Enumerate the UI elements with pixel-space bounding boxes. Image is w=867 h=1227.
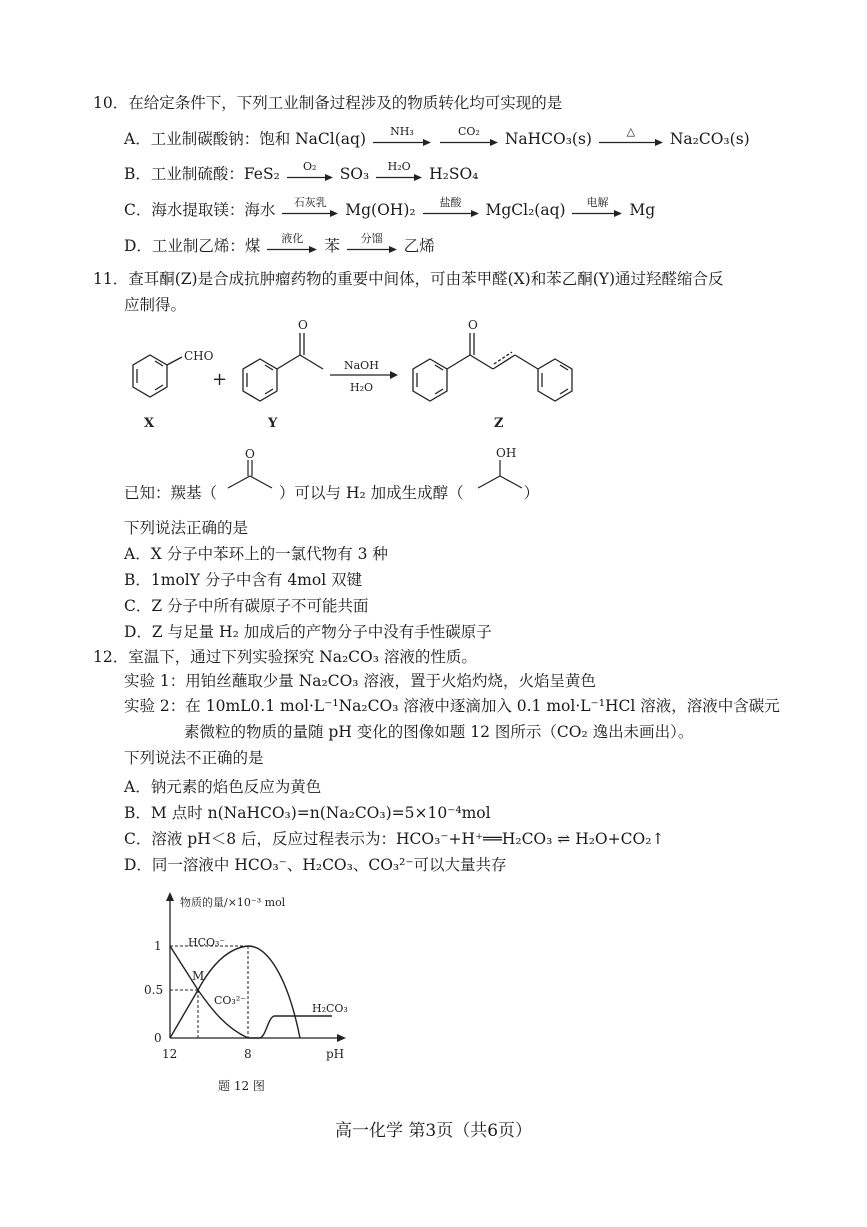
point-m-label: M [192, 969, 205, 983]
x-axis-label: pH [326, 1047, 345, 1061]
q10d-arrow-2: 分馏 [347, 233, 397, 254]
q10c-arrow-1: 石灰乳 [282, 197, 338, 218]
page-footer: 高一化学 第3页（共6页） [334, 1121, 533, 1141]
label-x: X [144, 416, 155, 431]
q11-option-d: D．Z 与足量 H₂ 加成后的产物分子中没有手性碳原子 [124, 623, 492, 641]
q12-option-c: C．溶液 pH＜8 后，反应过程表示为：HCO₃⁻+H⁺══H₂CO₃ ⇌ H₂O+CO₂↑ [124, 830, 665, 848]
label-z: Z [494, 416, 504, 431]
q10-stem: 10．在给定条件下，下列工业制备过程涉及的物质转化均可实现的是 [93, 94, 563, 112]
carbonyl-structure [220, 448, 300, 498]
q11-option-b: B．1molY 分子中含有 4mol 双键 [124, 571, 363, 589]
q10c-arrow-3: 电解 [572, 197, 622, 218]
y-axis-arrowhead [166, 892, 174, 901]
q11-option-a: A．X 分子中苯环上的一氯代物有 3 种 [124, 545, 388, 563]
ytick-0: 0 [154, 1031, 162, 1045]
alcohol-structure [468, 444, 548, 498]
x-axis-arrowhead [337, 1034, 346, 1042]
reagent-naoh: NaOH [344, 359, 379, 372]
plus-sign: + [212, 369, 228, 390]
q10a-end: Na₂CO₃(s) [669, 130, 750, 148]
benzene-ring-y [243, 359, 277, 401]
q12-option-b: B．M 点时 n(NaHCO₃)=n(Na₂CO₃)=5×10⁻⁴mol [124, 804, 491, 822]
q11-known: 已知：羰基（ ）可以与 H₂ 加成生成醇（ ） [124, 484, 540, 502]
reagent-h2o: H₂O [350, 381, 374, 394]
q12-option-a: A．钠元素的焰色反应为黄色 [124, 778, 322, 796]
q12-exp2-line1: 实验 2：在 10mL0.1 mol·L⁻¹Na₂CO₃ 溶液中逐滴加入 0.1 mol·L⁻¹HCl 溶液，溶液中含碳元 [124, 697, 780, 715]
q10b-arrow-1: O₂ [287, 161, 333, 182]
series-co3-curve [170, 946, 248, 1038]
q10a-arrow-2: CO₂ [440, 126, 498, 147]
series-label-h2co3: H₂CO₃ [312, 1002, 348, 1015]
benzene-ring-z-right [538, 359, 572, 401]
cho-label: CHO [184, 349, 214, 363]
oxygen-label-z: O [468, 318, 478, 332]
q10a-arrow-3: △ [599, 126, 663, 147]
figure-12-chart [140, 888, 370, 1098]
q12-exp1: 实验 1：用铂丝蘸取少量 Na₂CO₃ 溶液，置于火焰灼烧，火焰呈黄色 [124, 672, 596, 690]
ytick-05: 0.5 [144, 983, 164, 997]
svg-text:O: O [245, 448, 255, 461]
q10a-mid: NaHCO₃(s) [504, 130, 592, 148]
series-label-co3: CO₃²⁻ [214, 994, 247, 1007]
benzene-ring-z-left [413, 359, 447, 401]
figure-caption: 题 12 图 [218, 1079, 265, 1093]
q10-option-b: B．工业制硫酸：FeS₂ O₂ SO₃ H₂O H₂SO₄ [124, 159, 479, 183]
q10b-arrow-2: H₂O [376, 161, 422, 182]
svg-text:OH: OH [496, 446, 517, 460]
q12-ask: 下列说法不正确的是 [124, 749, 264, 767]
reaction-scheme [110, 315, 610, 435]
y-axis-label: 物质的量/×10⁻³ mol [180, 896, 286, 909]
q11-stem-2: 应制得。 [124, 296, 187, 314]
q10a-prefix: A．工业制碳酸钠：饱和 NaCl(aq) [124, 130, 366, 148]
q10-option-c: C．海水提取镁：海水 石灰乳 Mg(OH)₂ 盐酸 MgCl₂(aq) 电解 Mg [124, 195, 656, 219]
q11-ask: 下列说法正确的是 [124, 519, 249, 537]
q10d-arrow-1: 液化 [267, 233, 317, 254]
q12-option-d: D．同一溶液中 HCO₃⁻、H₂CO₃、CO₃²⁻可以大量共存 [124, 856, 507, 874]
q10-option-a [124, 124, 750, 151]
benzene-ring-x [133, 355, 167, 397]
q10a-arrow-1: NH₃ [373, 126, 431, 147]
ytick-1: 1 [154, 939, 162, 953]
oxygen-label-y: O [298, 318, 308, 332]
q10-option-d: D．工业制乙烯：煤 液化 苯 分馏 乙烯 [124, 231, 435, 255]
xtick-8: 8 [244, 1047, 252, 1061]
xtick-12: 12 [162, 1047, 178, 1061]
series-hco3-curve [170, 946, 300, 1038]
q12-exp2-line2: 素微粒的物质的量随 pH 变化的图像如题 12 图所示（CO₂ 逸出未画出）。 [184, 723, 694, 741]
q11-stem-1: 11．查耳酮(Z)是合成抗肿瘤药物的重要中间体，可由苯甲醛(X)和苯乙酮(Y)通过羟醛缩合反 [93, 270, 724, 288]
series-label-hco3: HCO₃⁻ [188, 936, 226, 949]
q10c-arrow-2: 盐酸 [423, 197, 479, 218]
series-h2co3-curve [248, 1016, 332, 1038]
label-y: Y [268, 416, 278, 431]
q11-option-c: C．Z 分子中所有碳原子不可能共面 [124, 597, 369, 615]
q12-stem: 12．室温下，通过下列实验探究 Na₂CO₃ 溶液的性质。 [93, 648, 477, 666]
